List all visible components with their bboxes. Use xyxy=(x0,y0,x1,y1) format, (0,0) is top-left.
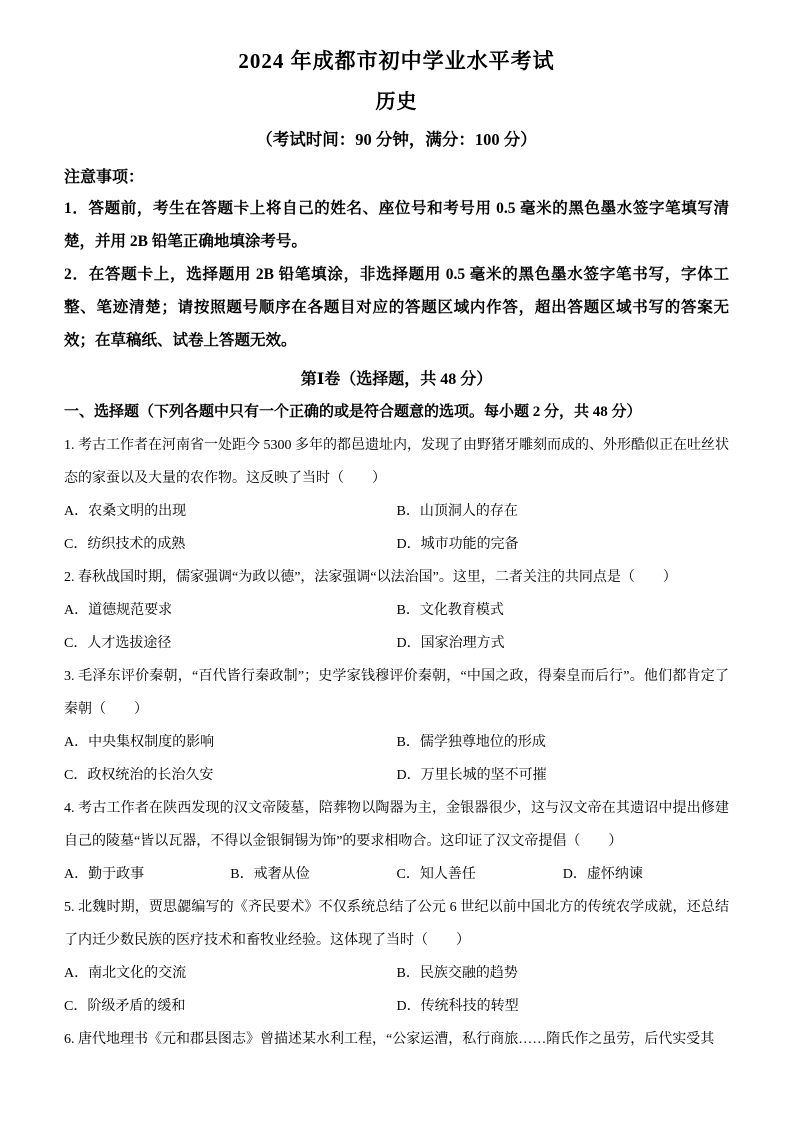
question-1-stem: 1. 考古工作者在河南省一处距今 5300 多年的都邑遗址内，发现了由野猪牙雕刻而成的、外形酷似正在吐丝状态的家蚕以及大量的农作物。这反映了当时（ ） xyxy=(64,438,729,486)
question-options xyxy=(64,594,729,660)
part-title: 一、选择题（下列各题中只有一个正确的或是符合题意的选项。每小题 2 分，共 48 分） xyxy=(64,404,642,420)
question-2-option: A．道德规范要求 xyxy=(64,603,173,618)
question-1-option: B．山顶洞人的存在 xyxy=(396,504,518,519)
question-6-stem: 6. 唐代地理书《元和郡县图志》曾描述某水利工程，“公家运漕，私行商旅……隋氏作之虽劳，后代实受其 xyxy=(64,1032,715,1047)
subject-title: 历史 xyxy=(375,91,418,113)
question-4-stem: 4. 考古工作者在陕西发现的汉文帝陵墓，陪葬物以陶器为主，金银器很少，这与汉文帝在其遗诏中提出修建自己的陵墓“皆以瓦器，不得以金银铜锡为饰”的要求相吻合。这印证了汉文帝提倡（ ） xyxy=(64,801,729,849)
questions-list xyxy=(64,429,729,1056)
question-5-stem: 5. 北魏时期，贾思勰编写的《齐民要术》不仅系统总结了公元 6 世纪以前中国北方的传统农学成就，还总结了内迁少数民族的医疗技术和畜牧业经验。这体现了当时（ ） xyxy=(64,900,729,948)
volume-title: 第Ⅰ卷（选择题，共 48 分） xyxy=(300,371,493,388)
question-item xyxy=(64,1023,729,1056)
question-2-option: B．文化教育模式 xyxy=(396,603,504,618)
question-4-option: D．虚怀纳谏 xyxy=(562,867,643,882)
question-item xyxy=(64,792,729,891)
question-5-option: A．南北文化的交流 xyxy=(64,966,187,981)
question-item xyxy=(64,429,729,561)
question-2-option: C．人才选拔途径 xyxy=(64,636,172,651)
question-options xyxy=(64,957,729,1023)
question-3-stem: 3. 毛泽东评价秦朝，“百代皆行秦政制”；史学家钱穆评价秦朝，“中国之政，得秦皇而后行”。他们都肯定了秦朝（ ） xyxy=(64,669,729,717)
question-2-option: D．国家治理方式 xyxy=(396,636,505,651)
question-1-option: A．农桑文明的出现 xyxy=(64,504,187,519)
notice-item-2: 2．在答题卡上，选择题用 2B 铅笔填涂，非选择题用 0.5 毫米的黑色墨水签字笔书写，字体工整、笔迹清楚；请按照题号顺序在各题目对应的答题区域内作答，超出答题区域书写的答案无效；在草稿纸、试卷上答题无效。 xyxy=(64,266,729,349)
question-options xyxy=(64,858,729,891)
notice-item-1: 1．答题前，考生在答题卡上将自己的姓名、座位号和考号用 0.5 毫米的黑色墨水签字笔填写清楚，并用 2B 铅笔正确地填涂考号。 xyxy=(64,200,729,250)
question-3-option: B．儒学独尊地位的形成 xyxy=(396,735,546,750)
question-options xyxy=(64,495,729,561)
question-5-option: C．阶级矛盾的缓和 xyxy=(64,999,186,1014)
question-5-option: D．传统科技的转型 xyxy=(396,999,519,1014)
question-4-option: A．勤于政事 xyxy=(64,867,145,882)
page-title: 2024 年成都市初中学业水平考试 xyxy=(238,49,555,73)
question-2-stem: 2. 春秋战国时期，儒家强调“为政以德”，法家强调“以法治国”。这里，二者关注的共同点是（ ） xyxy=(64,570,677,585)
question-1-option: C．纺织技术的成熟 xyxy=(64,537,186,552)
question-4-option: B．戒奢从俭 xyxy=(230,867,310,882)
question-5-option: B．民族交融的趋势 xyxy=(396,966,518,981)
question-3-option: D．万里长城的坚不可摧 xyxy=(396,768,547,783)
question-options xyxy=(64,726,729,792)
question-4-option: C．知人善任 xyxy=(396,867,476,882)
question-item xyxy=(64,561,729,660)
question-item xyxy=(64,891,729,1023)
question-item xyxy=(64,660,729,792)
question-3-option: A．中央集权制度的影响 xyxy=(64,735,215,750)
exam-info: （考试时间：90 分钟，满分：100 分） xyxy=(256,130,537,149)
notice-heading: 注意事项： xyxy=(64,169,145,186)
question-3-option: C．政权统治的长治久安 xyxy=(64,768,214,783)
question-1-option: D．城市功能的完备 xyxy=(396,537,519,552)
